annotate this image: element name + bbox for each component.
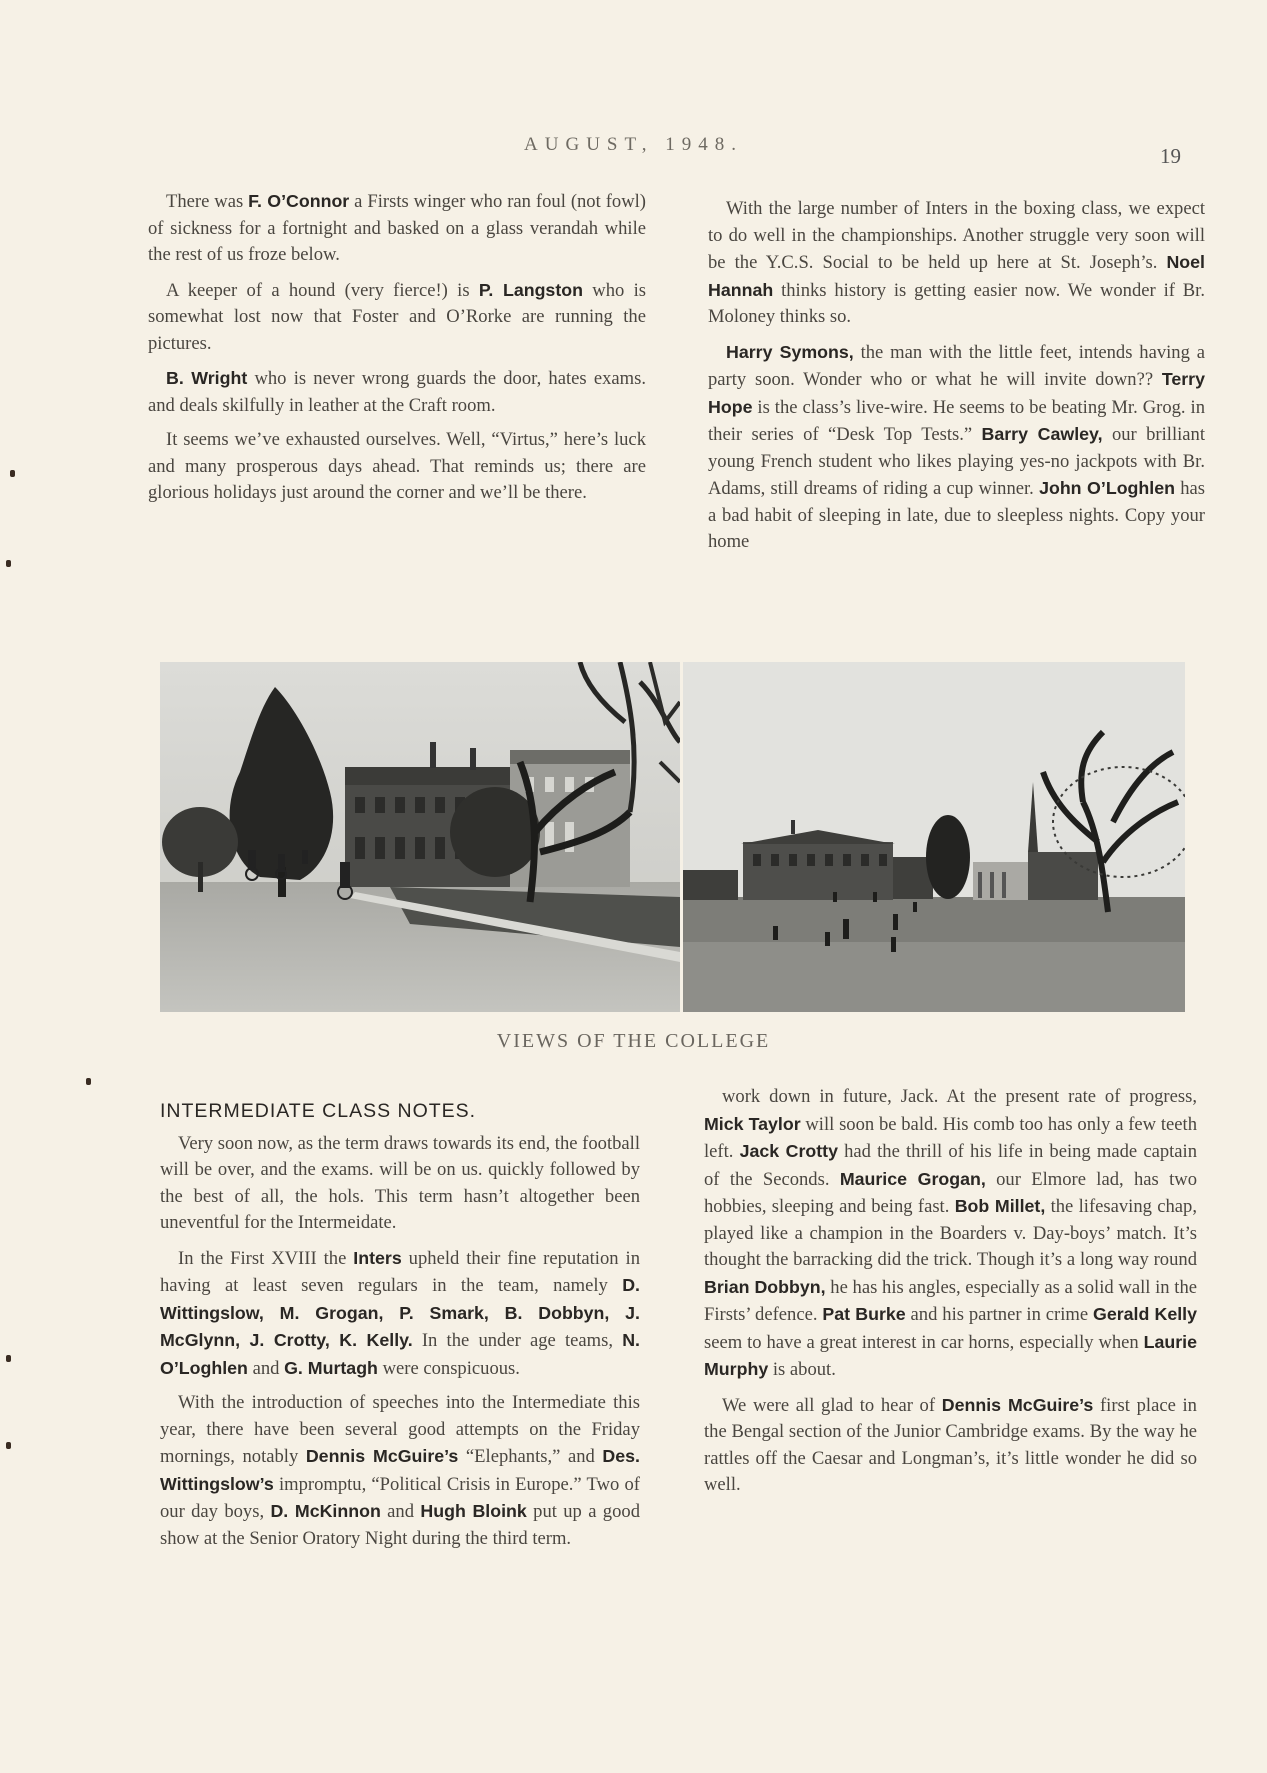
text-run: our brilliant young French student who likes playing yes-no jackpots with Br. Adams, still dreams of riding a cup winner. xyxy=(708,424,1205,499)
name-highlight: Terry Hope xyxy=(708,369,1205,417)
text-run: who is somewhat lost now that Foster and O’Rorke are running the pictures. xyxy=(148,279,646,354)
text-run: has a bad habit of sleeping in late, due to sleepless nights. Copy your home xyxy=(708,478,1206,552)
text-run: It seems we’ve exhausted ourselves. Well, “Virtus,” here’s luck and many prosperous days ahead. That reminds us; there are glorious holidays just around the corner and we’ll be there. xyxy=(148,429,646,503)
text-run: With the introduction of speeches into the Intermediate this year, there have been several good attempts on the Friday mornings, notably xyxy=(160,1392,640,1467)
name-highlight: Brian Dobbyn, xyxy=(704,1276,826,1297)
name-highlight: Gerald Kelly xyxy=(1093,1304,1198,1324)
paragraph xyxy=(160,1390,640,1552)
name-highlight: Harry Symons, xyxy=(726,341,854,362)
intermediate-notes-body xyxy=(160,1131,640,1553)
name-highlight: Laurie Murphy xyxy=(704,1331,1197,1379)
text-run: will soon be bald. His comb too has only a few teeth left. xyxy=(704,1113,1197,1162)
running-head: AUGUST, 1948. xyxy=(524,134,743,155)
name-highlight: Dennis McGuire’s xyxy=(305,1446,459,1466)
bottom-right-column xyxy=(704,1084,1197,1507)
paragraph xyxy=(708,339,1205,556)
name-highlight: Barry Cawley, xyxy=(981,424,1103,444)
margin-mark xyxy=(6,560,11,567)
name-highlight: Bob Millet, xyxy=(954,1196,1046,1216)
text-run: the man with the little feet, intends having a party soon. Wonder who or what he will invite down?? xyxy=(708,341,1205,390)
text-run: upheld their fine reputation in having at least seven regulars in the team, namely xyxy=(160,1247,640,1296)
college-photographs xyxy=(160,662,1185,1012)
text-run: were conspicuous. xyxy=(377,1357,520,1379)
margin-mark xyxy=(86,1078,91,1085)
text-run: “Elephants,” and xyxy=(458,1446,603,1467)
margin-mark xyxy=(6,1355,11,1362)
section-heading: INTERMEDIATE CLASS NOTES. xyxy=(160,1100,477,1122)
text-run: and his partner in crime xyxy=(905,1304,1093,1325)
name-highlight: P. Langston xyxy=(478,279,583,300)
name-highlight: Mick Taylor xyxy=(704,1113,801,1134)
paragraph xyxy=(160,1131,640,1237)
text-run: thinks history is getting easier now. We wonder if Br. Moloney thinks so. xyxy=(708,279,1205,327)
name-highlight: Noel Hannah xyxy=(708,252,1205,300)
name-highlight: B. Wright xyxy=(166,368,248,388)
text-run: the lifesaving chap, played like a champion in the Boarders v. Day-boys’ match. It’s thought the barracking did the trick. Though it’s a long way round xyxy=(704,1196,1198,1270)
paragraph xyxy=(148,277,646,358)
text-run: first place in the Bengal section of the Junior Cambridge exams. By the way he rattles off the Caesar and Longman’s, it’s little wonder he did so well. xyxy=(704,1394,1197,1495)
name-highlight: N. O’Loghlen xyxy=(160,1330,640,1378)
name-highlight: John O’Loghlen xyxy=(1039,478,1175,498)
name-highlight: Pat Burke xyxy=(822,1304,906,1324)
paragraph xyxy=(160,1245,640,1383)
paragraph xyxy=(704,1084,1197,1384)
text-run: had the thrill of his life in being made captain of the Seconds. xyxy=(704,1141,1197,1190)
name-highlight: D. McKinnon xyxy=(270,1501,381,1521)
name-highlight: Dennis McGuire’s xyxy=(941,1394,1094,1415)
paragraph xyxy=(148,365,646,419)
name-highlight: Des. Wittingslow’s xyxy=(160,1446,640,1494)
name-highlight: F. O’Connor xyxy=(248,191,350,211)
text-run: seem to have a great interest in car horns, especially when xyxy=(704,1331,1144,1353)
paragraph xyxy=(708,196,1205,331)
name-highlight: Jack Crotty xyxy=(739,1141,838,1161)
text-run: is the class’s live-wire. He seems to be beating Mr. Grog. in their series of “Desk Top Tests.” xyxy=(708,396,1205,445)
text-run: and xyxy=(380,1501,421,1522)
text-run: is about. xyxy=(768,1359,836,1380)
text-run: put up a good show at the Senior Oratory Night during the third term. xyxy=(160,1501,640,1549)
name-highlight: G. Murtagh xyxy=(284,1357,378,1378)
name-highlight: Hugh Bloink xyxy=(420,1501,527,1521)
paragraph xyxy=(704,1392,1197,1499)
text-run: We were all glad to hear of xyxy=(722,1394,942,1416)
college-grounds-photo xyxy=(683,662,1185,1012)
text-run: he has his angles, especially as a solid wall in the Firsts’ defence. xyxy=(704,1276,1198,1325)
text-run: impromptu, “Political Crisis in Europe.” Two of our day boys, xyxy=(160,1473,640,1522)
top-left-column xyxy=(148,188,646,515)
text-run: In the First XVIII the xyxy=(178,1247,354,1269)
name-highlight: Inters xyxy=(353,1247,402,1268)
college-building-photo xyxy=(160,662,680,1012)
text-run: There was xyxy=(166,191,249,212)
page-number: 19 xyxy=(1160,144,1181,168)
name-highlight: D. Wittingslow, M. Grogan, P. Smark, B. Dobbyn, J. McGlynn, J. Crotty, K. Kelly. xyxy=(160,1275,640,1350)
text-run: With the large number of Inters in the boxing class, we expect to do well in the championships. Another struggle very soon will be the Y.C.S. Social to be held up here at St. Joseph’s. xyxy=(708,198,1205,273)
text-run: our Elmore lad, has two hobbies, sleeping and being fast. xyxy=(704,1168,1197,1217)
text-run: In the under age teams, xyxy=(412,1330,623,1351)
margin-mark xyxy=(10,470,15,477)
margin-mark xyxy=(6,1442,11,1449)
name-highlight: Maurice Grogan, xyxy=(839,1168,986,1189)
paragraph xyxy=(148,188,646,269)
top-right-column xyxy=(708,196,1205,564)
text-run: Very soon now, as the term draws towards its end, the football will be over, and the exams. will be on us. quickly followed by the best of all, the hols. This term hasn’t altogether been uneventful for the Intermeidate. xyxy=(160,1132,640,1233)
text-run: who is never wrong guards the door, hates exams. and deals skilfully in leather at the Craft room. xyxy=(148,368,646,416)
text-run: and xyxy=(247,1357,285,1379)
photo-caption: VIEWS OF THE COLLEGE xyxy=(496,1030,771,1052)
paragraph xyxy=(148,427,646,507)
intermediate-class-notes xyxy=(160,1098,640,1560)
text-run: A keeper of a hound (very fierce!) is xyxy=(166,279,479,301)
text-run: a Firsts winger who ran foul (not fowl) of sickness for a fortnight and basked on a glass verandah while the rest of us froze below. xyxy=(148,191,646,265)
text-run: work down in future, Jack. At the present rate of progress, xyxy=(722,1086,1197,1107)
